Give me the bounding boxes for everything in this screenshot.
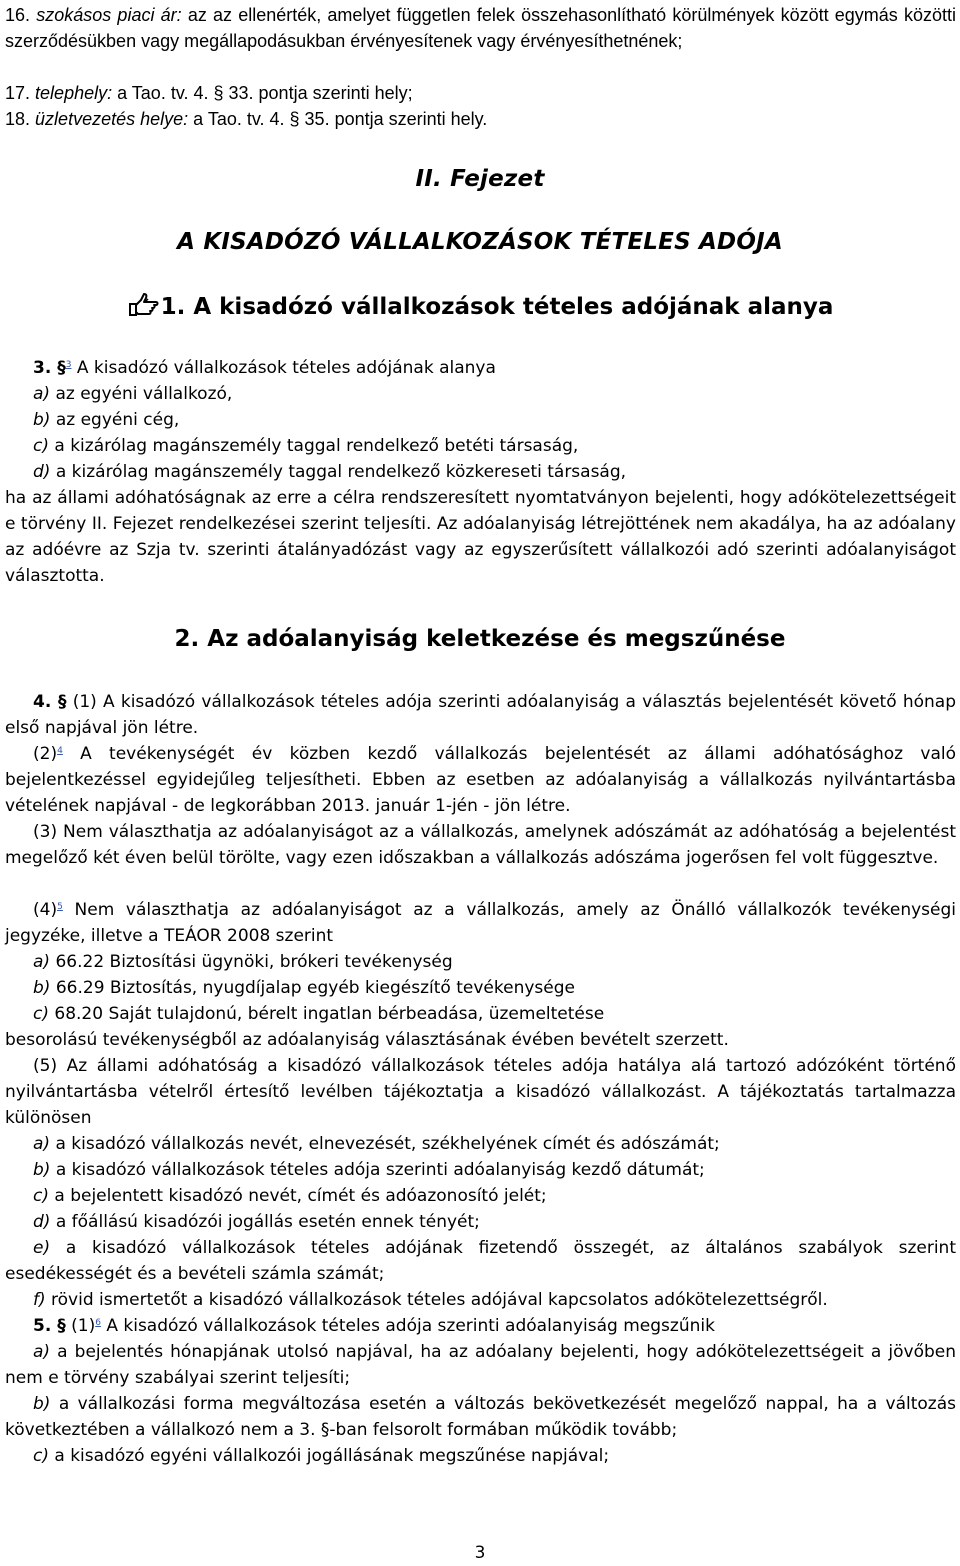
footnote-link[interactable]: 6 xyxy=(95,1318,101,1328)
list-item-3c: c) a kizárólag magánszemély taggal rendelkező betéti társaság, xyxy=(33,436,579,456)
list-item-5a: a) a kisadózó vállalkozás nevét, elnevezését, székhelyének címét és adószámát; xyxy=(33,1134,720,1154)
list-item-3b: b) az egyéni cég, xyxy=(33,410,180,430)
footnote-link[interactable]: 4 xyxy=(57,746,63,756)
paragraph-3-tail: ha az állami adóhatóságnak az erre a célra rendszeresített nyomtatványon bejelenti, hogy adókötelezettségeit e törvény II. Fejezet rendelkezései szerint teljesíti. Az adóalanyiság létrejöttének nem akadálya, ha az adóalany az adóévre az Szja tv. szerinti átalányadózást vagy az egyszerűsített vállalkozói adó szerinti adóalanyiságot választotta. xyxy=(5,488,956,586)
paragraph-4-2: (2)$^4$ A tevékenységét év közben kezdő vállalkozás bejelentését az állami adóhatósághoz való bejelentkezéssel egyidejűleg teljesítheti. Ebben az esetben az adóalanyiság a vállalkozás nyilvántartásba vételének napjával - de legkorábban 2013. január 1-jén - jön létre. xyxy=(5,744,956,816)
footnote-link[interactable]: 3 xyxy=(65,360,72,370)
list-item-5b: b) a kisadózó vállalkozások tételes adója szerinti adóalanyiság kezdő dátumát; xyxy=(33,1160,705,1180)
list-item-3a: a) az egyéni vállalkozó, xyxy=(33,384,233,404)
list-item-4a: a) 66.22 Biztosítási ügynöki, brókeri tevékenység xyxy=(33,952,453,972)
definition-16: 16. szokásos piaci ár: az az ellenérték, amelyet független felek összehasonlítható körülmények között egymás közötti szerződésükben vagy megállapodásukban érvényesítenek vagy érvényesíthetnének; xyxy=(5,5,956,51)
definition-term: üzletvezetés helye: xyxy=(35,109,189,129)
paragraph-5-1: 5. § (1)$^6$ A kisadózó vállalkozások tételes adója szerinti adóalanyiság megszűnik xyxy=(33,1316,715,1336)
section-number: 4. § xyxy=(33,692,67,712)
section-number: 5. § xyxy=(33,1316,66,1336)
paragraph-4-5: (5) Az állami adóhatóság a kisadózó vállalkozások tételes adója hatálya alá tartozó adózóként történő nyilvántartásba vételről értesítő levélben tájékoztatja a kisadózó vállalkozást. A tájékoztatás tartalmazza különösen xyxy=(5,1056,956,1128)
definition-term: szokásos piaci ár: xyxy=(36,5,182,25)
paragraph-4-1: 4. § (1) A kisadózó vállalkozások tételes adója szerinti adóalanyiság a választás bejelentését követő hónap első napjával jön létre. xyxy=(5,692,956,738)
paragraph-4-4: (4)$^5$ Nem választhatja az adóalanyiságot az a vállalkozás, amely az Önálló vállalkozók tevékenységi jegyzéke, illetve a TEÁOR 2008 szerint xyxy=(5,900,956,946)
list-item-4c: c) 68.20 Saját tulajdonú, bérelt ingatlan bérbeadása, üzemeltetése xyxy=(33,1004,605,1024)
list-item-5d: d) a főállású kisadózói jogállás esetén ennek tényét; xyxy=(33,1212,480,1232)
paragraph-3-intro: 3. §$^3$ A kisadózó vállalkozások tételes adójának alanya xyxy=(33,358,496,378)
section-heading-2: 2. Az adóalanyiság keletkezése és megszűnése xyxy=(174,626,786,652)
list-item-6a: a) a bejelentés hónapjának utolsó napjával, ha az adóalany bejelenti, hogy adókötelezettségeit a jövőben nem e törvény szabályai szerint teljesíti; xyxy=(5,1342,956,1388)
list-item-5e: e) a kisadózó vállalkozások tételes adójának fizetendő összegét, az általános szabályok szerint esedékességét és a bevételi számla számát; xyxy=(5,1238,956,1284)
pointing-hand-icon xyxy=(127,292,159,318)
definition-17: 17. telephely: a Tao. tv. 4. § 33. pontja szerinti hely; xyxy=(5,83,413,103)
definition-18: 18. üzletvezetés helye: a Tao. tv. 4. § 35. pontja szerinti hely. xyxy=(5,109,488,129)
list-item-5c: c) a bejelentett kisadózó nevét, címét és adóazonosító jelét; xyxy=(33,1186,547,1206)
section-number: 3. § xyxy=(33,358,66,378)
definition-term: telephely: xyxy=(35,83,113,103)
list-item-6b: b) a vállalkozási forma megváltozása esetén a változás bekövetkezését megelőző nappal, ha a változás következtében a vállalkozó nem a 3. §-ban felsorolt formában működik tovább; xyxy=(5,1394,956,1440)
paragraph-4-4-tail: besorolású tevékenységből az adóalanyiság választásának évében bevételt szerzett. xyxy=(5,1030,729,1050)
footnote-link[interactable]: 5 xyxy=(57,902,63,912)
chapter-number: II. Fejezet xyxy=(415,166,545,192)
chapter-title: A KISADÓZÓ VÁLLALKOZÁSOK TÉTELES ADÓJA xyxy=(177,229,783,255)
list-item-5f: f) rövid ismertetőt a kisadózó vállalkozások tételes adójával kapcsolatos adókötelezettségről. xyxy=(33,1290,828,1310)
paragraph-4-3: (3) Nem választhatja az adóalanyiságot az a vállalkozás, amelynek adószámát az adóhatóság a bejelentést megelőző két éven belül törölte, vagy ezen időszakban a vállalkozás adószáma jogerősen fel volt függesztve. xyxy=(5,822,956,868)
list-item-6c: c) a kisadózó egyéni vállalkozói jogállásának megszűnése napjával; xyxy=(33,1446,610,1466)
list-item-4b: b) 66.29 Biztosítás, nyugdíjalap egyéb kiegészítő tevékenysége xyxy=(33,978,575,998)
section-heading-1: 1. A kisadózó vállalkozások tételes adójának alanya xyxy=(0,292,960,320)
page-number: 3 xyxy=(474,1543,486,1563)
list-item-3d: d) a kizárólag magánszemély taggal rendelkező közkereseti társaság, xyxy=(33,462,627,482)
